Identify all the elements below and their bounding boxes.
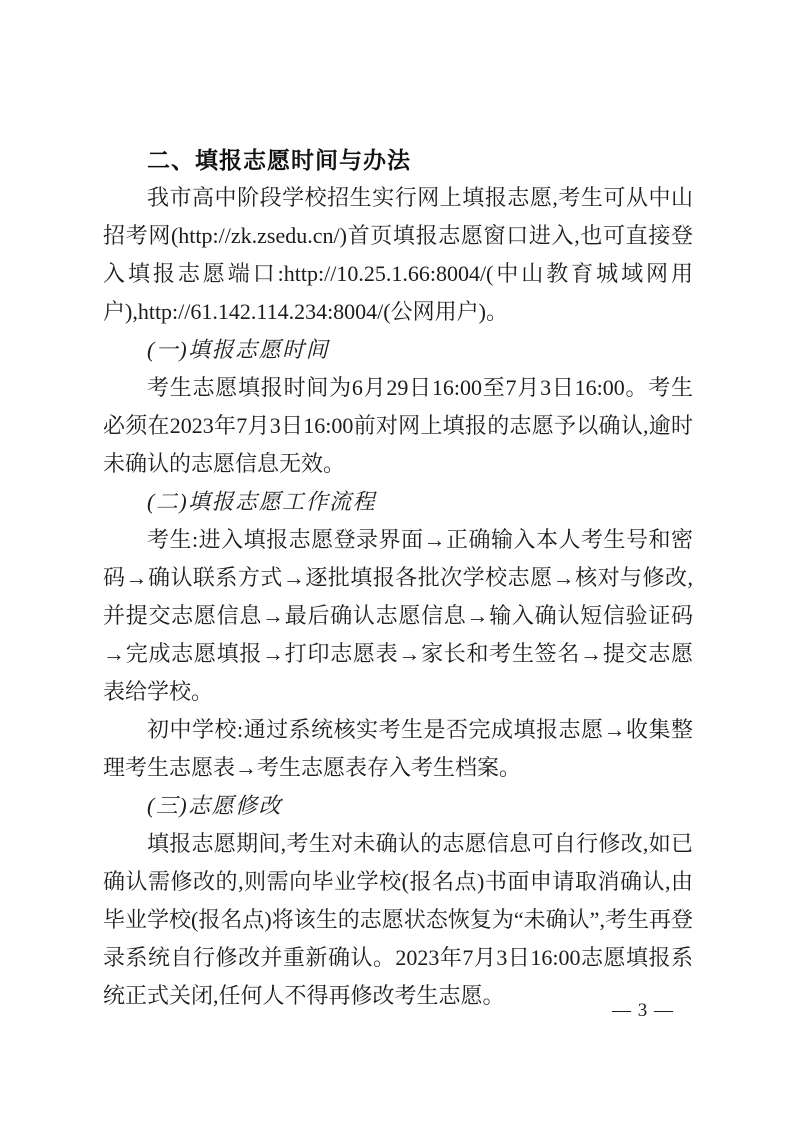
subsection-3-paragraph: 填报志愿期间,考生对未确认的志愿信息可自行修改,如已确认需修改的,则需向毕业学校(报名点)书面申请取消确认,由毕业学校(报名点)将该生的志愿状态恢复为“未确认”,考生再登录系统自行修改并重新确认。2023年7月3日16:00志愿填报系统正式关闭,任何人不得再修改考生志愿。 [103, 831, 693, 1008]
document-content [103, 141, 693, 1015]
section-heading: 二、填报志愿时间与办法 [147, 147, 411, 173]
subsection-2-paragraph-student-flow: 考生:进入填报志愿登录界面→正确输入本人考生号和密码→确认联系方式→逐批填报各批次学校志愿→核对与修改,并提交志愿信息→最后确认志愿信息→输入确认短信验证码→完成志愿填报→打印志愿表→家长和考生签名→提交志愿表给学校。 [103, 527, 693, 704]
subsection-title-3: (三)志愿修改 [147, 793, 283, 818]
intro-paragraph: 我市高中阶段学校招生实行网上填报志愿,考生可从中山招考网(http://zk.zsedu.cn/)首页填报志愿窗口进入,也可直接登入填报志愿端口:http://10.25.1.66:8004/(中山教育城域网用户),http://61.142.114.234:8004/(公网用户)。 [103, 185, 693, 324]
subsection-title-2: (二)填报志愿工作流程 [147, 489, 377, 514]
page-number: — 3 — [612, 1000, 674, 1021]
subsection-2-paragraph-school-flow: 初中学校:通过系统核实考生是否完成填报志愿→收集整理考生志愿表→考生志愿表存入考生档案。 [103, 717, 693, 780]
subsection-1-paragraph: 考生志愿填报时间为6月29日16:00至7月3日16:00。考生必须在2023年7月3日16:00前对网上填报的志愿予以确认,逾时未确认的志愿信息无效。 [103, 375, 693, 476]
subsection-title-1: (一)填报志愿时间 [147, 337, 330, 362]
